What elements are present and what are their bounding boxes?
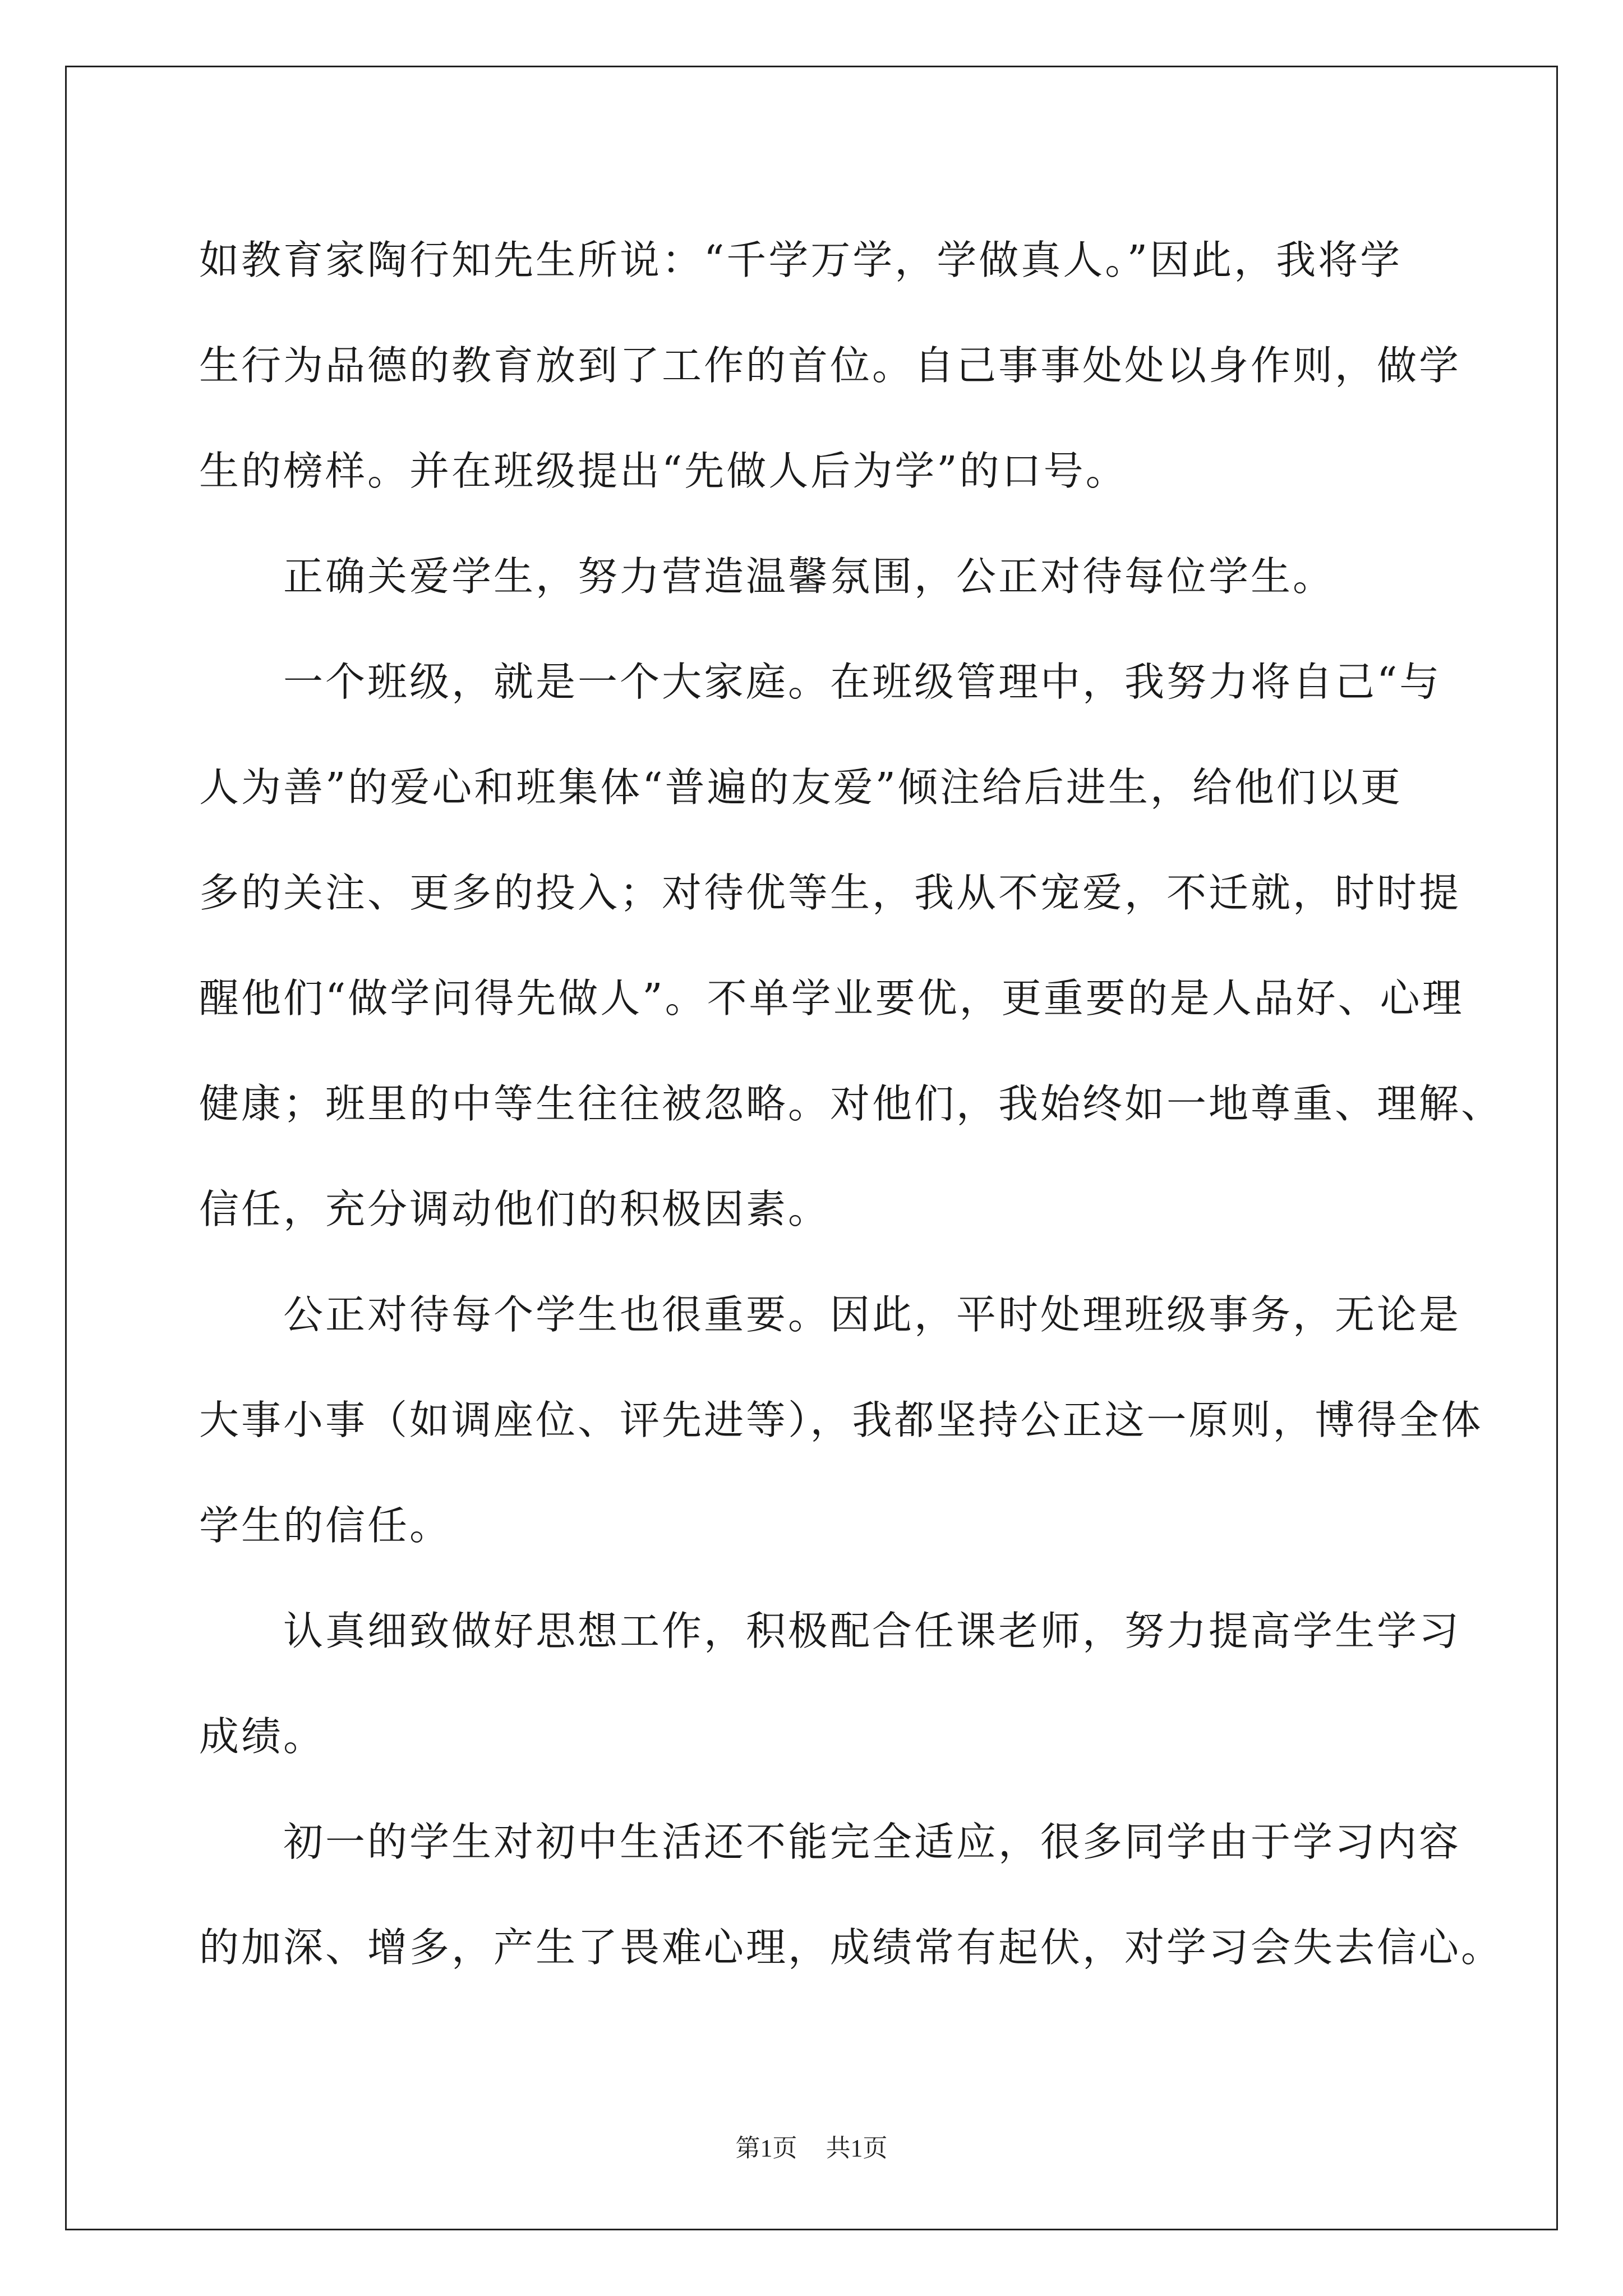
document-body [199, 208, 1504, 2000]
text-line-12: 大事小事（如调座位、评先进等），我都坚持公正这一原则，博得全体 [199, 1397, 1483, 1443]
text-line-4: 正确关爱学生，努力营造温馨氛围，公正对待每位学生。 [283, 553, 1335, 600]
text-line-2: 生行为品德的教育放到了工作的首位。自己事事处处以身作则，做学 [199, 342, 1461, 389]
text-line-13: 学生的信任。 [199, 1502, 452, 1549]
page-number: 第1页 [735, 2134, 797, 2162]
text-line-10: 信任，充分调动他们的积极因素。 [199, 1186, 831, 1232]
text-line-3: 生的榜样。并在班级提出“先做人后为学”的口号。 [199, 448, 1128, 494]
page-footer [0, 2132, 1623, 2165]
text-line-7: 多的关注、更多的投入；对待优等生，我从不宠爱，不迁就，时时提 [199, 869, 1461, 916]
text-line-5: 一个班级，就是一个大家庭。在班级管理中，我努力将自己“与 [283, 659, 1442, 705]
text-line-1: 如教育家陶行知先生所说：“千学万学，学做真人。”因此，我将学 [199, 237, 1403, 283]
text-line-16: 初一的学生对初中生活还不能完全适应，很多同学由于学习内容 [283, 1819, 1461, 1865]
text-line-11: 公正对待每个学生也很重要。因此，平时处理班级事务，无论是 [283, 1291, 1461, 1338]
text-line-17: 的加深、增多，产生了畏难心理，成绩常有起伏，对学习会失去信心。 [199, 1924, 1504, 1971]
text-line-9: 健康；班里的中等生往往被忽略。对他们，我始终如一地尊重、理解、 [199, 1080, 1504, 1127]
text-line-6: 人为善”的爱心和班集体“普遍的友爱”倾注给后进生，给他们以更 [199, 764, 1403, 811]
page-total: 共1页 [826, 2134, 888, 2162]
text-line-8: 醒他们“做学问得先做人”。不单学业要优，更重要的是人品好、心理 [199, 975, 1464, 1022]
text-line-15: 成绩。 [199, 1713, 326, 1760]
text-line-14: 认真细致做好思想工作，积极配合任课老师，努力提高学生学习 [283, 1608, 1461, 1654]
